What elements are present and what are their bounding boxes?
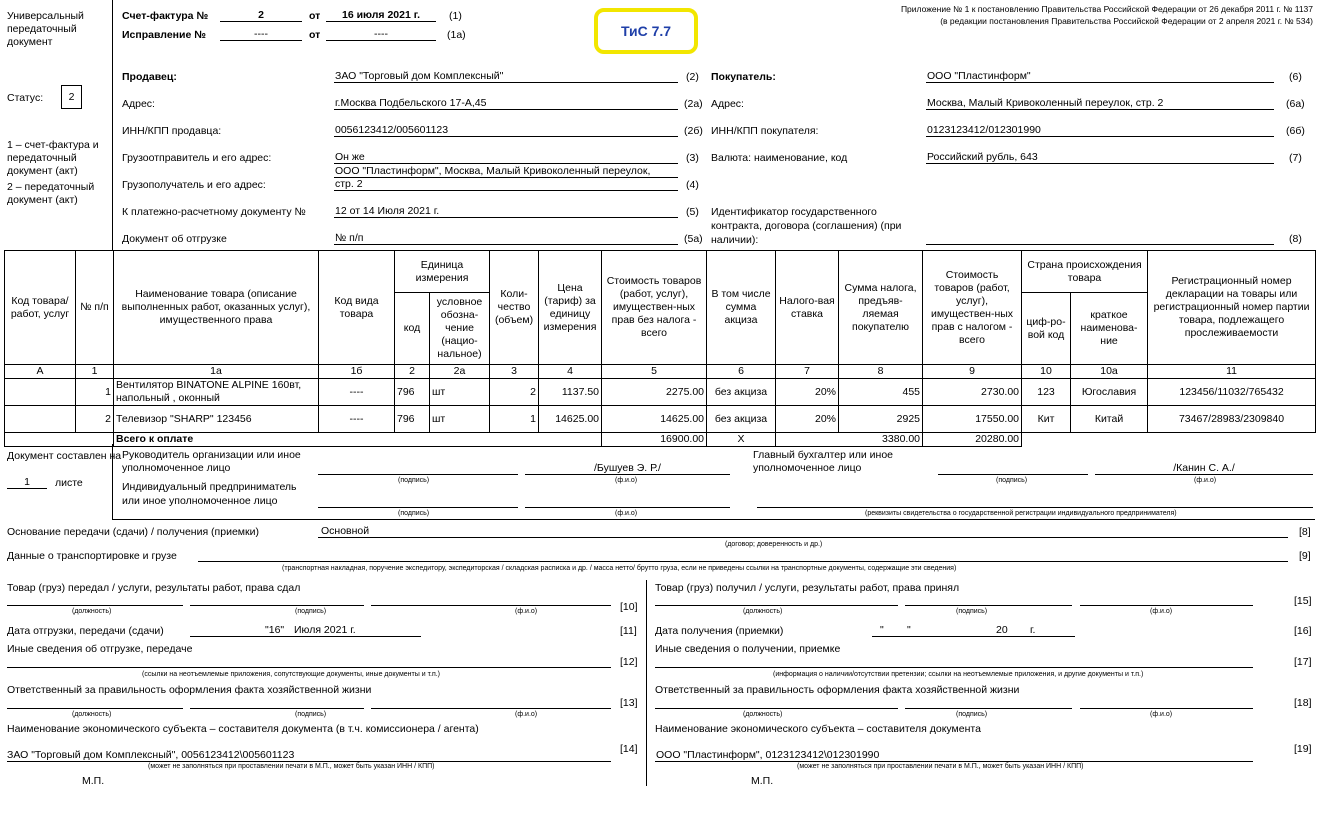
cell-cost: 2275.00 [602, 379, 707, 406]
th-excise: В том числе сумма акциза [707, 251, 776, 365]
shipdoc-label: Документ об отгрузке [122, 233, 227, 245]
ship-date-rest: Июля 2021 г. [294, 624, 356, 636]
col-num: 1а [114, 365, 319, 379]
consignee-label: Грузополучатель и его адрес: [122, 179, 266, 191]
cell-decl: 123456/11032/765432 [1148, 379, 1316, 406]
col-num: 10 [1022, 365, 1071, 379]
cell-total: 2730.00 [923, 379, 1022, 406]
consignee-line1: ООО "Пластинформ", Москва, Малый Кривоколенный переулок, [335, 165, 651, 177]
th-unit-code: код [395, 293, 430, 365]
cell-uname: шт [430, 379, 490, 406]
ship-other-ref: [12] [620, 656, 638, 668]
th-decl: Регистрационный номер декларации на товары или регистрационный номер партии товара, подлежащего прослеживаемости [1148, 251, 1316, 365]
gov-contract-ref: (8) [1289, 233, 1302, 245]
ship-date-label: Дата отгрузки, передачи (сдачи) [7, 625, 164, 637]
shipper: Он же [335, 151, 365, 163]
th-country-name: краткое наименова-ние [1071, 293, 1148, 365]
recv-date-q2: " [907, 624, 911, 636]
total-row [5, 433, 1316, 447]
ship-resp-ref: [13] [620, 697, 638, 709]
th-qty: Коли-чество (объем) [490, 251, 539, 365]
col-num: А [5, 365, 76, 379]
doc-made-label: Документ составлен на [7, 450, 122, 462]
col-num: 9 [923, 365, 1022, 379]
cell-cname: Югославия [1071, 379, 1148, 406]
recv-entity-label: Наименование экономического субъекта – составителя документа [655, 723, 981, 735]
ship-other-cap: (ссылки на неотъемлемые приложения, сопутствующие документы, иные документы и т.п.) [142, 671, 441, 678]
ship-date-day: "16" [265, 624, 285, 636]
recv-resp-pos-cap: (должность) [743, 711, 783, 718]
gov-contract-label-1: Идентификатор государственного [711, 206, 877, 218]
recv-other-ref: [17] [1294, 656, 1312, 668]
cell-qty: 1 [490, 406, 539, 433]
shipper-ref: (3) [686, 152, 699, 164]
gov-contract-label-3: наличии): [711, 234, 759, 246]
ship-entity: ЗАО "Торговый дом Комплексный", 0056123412\005601123 [7, 749, 295, 761]
total-label: Всего к оплате [114, 433, 602, 447]
cell-decl: 73467/28983/2309840 [1148, 406, 1316, 433]
buyer-inn: 0123123412/012301990 [927, 124, 1041, 136]
seller-inn: 0056123412/005601123 [335, 124, 449, 136]
consignee-line2: стр. 2 [335, 178, 363, 190]
table-row [5, 379, 1316, 406]
seller-title: Продавец: [122, 71, 177, 83]
col-num: 11 [1148, 365, 1316, 379]
head-label-1: Руководитель организации или иное [122, 449, 301, 461]
invoice-number: 2 [258, 9, 264, 21]
th-price: Цена (тариф) за единицу измерения [539, 251, 602, 365]
recv-entity: ООО "Пластинформ", 0123123412\012301990 [656, 749, 880, 761]
received-sign-cap: (подпись) [956, 608, 988, 615]
currency-label: Валюта: наименование, код [711, 152, 848, 164]
cell-excise: без акциза [707, 406, 776, 433]
cell-qty: 2 [490, 379, 539, 406]
seller-inn-ref: (2б) [684, 125, 703, 137]
cell-ucode: 796 [395, 379, 430, 406]
buyer-addr-label: Адрес: [711, 98, 744, 110]
ship-resp-sign-cap: (подпись) [295, 711, 327, 718]
ship-entity-label: Наименование экономического субъекта – составителя документа (в т.ч. комиссионера / агента) [7, 723, 479, 735]
col-num: 6 [707, 365, 776, 379]
th-cost: Стоимость товаров (работ, услуг), имуществен-ных прав без налога - всего [602, 251, 707, 365]
table-row [5, 406, 1316, 433]
recv-date-label: Дата получения (приемки) [655, 625, 784, 637]
th-no: № п/п [76, 251, 114, 365]
invoice-date: 16 июля 2021 г. [342, 9, 420, 21]
shipdoc: № п/п [335, 232, 364, 244]
col-num: 3 [490, 365, 539, 379]
payment-ref: (5) [686, 206, 699, 218]
recv-date-year: 20 [996, 624, 1008, 636]
ship-entity-cap: (может не заполняться при проставлении печати в М.П., может быть указан ИНН / КПП) [148, 763, 435, 770]
seller-addr-label: Адрес: [122, 98, 155, 110]
ship-resp-label: Ответственный за правильность оформления факта хозяйственной жизни [7, 684, 372, 696]
th-unit: Единица измерения [395, 251, 490, 293]
received-ref: [15] [1294, 595, 1312, 607]
left-divider [112, 0, 113, 250]
cell-rate: 20% [776, 406, 839, 433]
received-label: Товар (груз) получил / услуги, результаты работ, права принял [655, 582, 960, 594]
received-fio-cap: (ф.и.о) [1150, 608, 1173, 615]
shipper-label: Грузоотправитель и его адрес: [122, 152, 272, 164]
cell-tax: 455 [839, 379, 923, 406]
col-num: 10а [1071, 365, 1148, 379]
th-country: Страна происхождения товара [1022, 251, 1148, 293]
cell-ucode: 796 [395, 406, 430, 433]
consignee-ref: (4) [686, 179, 699, 191]
ship-resp-fio-cap: (ф.и.о) [515, 711, 538, 718]
invoice-label: Счет-фактура № [122, 10, 209, 22]
correction-label: Исправление № [122, 29, 206, 41]
col-numbers-row [5, 365, 1316, 379]
cell-ccode: 123 [1022, 379, 1071, 406]
basis-cap: (договор; доверенность и др.) [725, 541, 823, 548]
chief-label-2: уполномоченное лицо [753, 462, 862, 474]
recv-other-cap: (информация о наличии/отсутствии претензии; ссылки на неотъемлемые приложения, и другие документы и т.п.) [773, 671, 1144, 678]
ship-resp-pos-cap: (должность) [72, 711, 112, 718]
recv-other-label: Иные сведения о получении, приемке [655, 643, 841, 655]
handed-ref: [10] [620, 601, 638, 613]
col-num: 2а [430, 365, 490, 379]
cell-cname: Китай [1071, 406, 1148, 433]
ip-sign-cap: (подпись) [398, 510, 430, 517]
invoice-from: от [309, 10, 321, 22]
transport-label: Данные о транспортировке и грузе [7, 550, 177, 562]
total-tax: 3380.00 [776, 433, 923, 447]
cell-excise: без акциза [707, 379, 776, 406]
correction-date: ---- [374, 28, 388, 40]
head-name: /Бушуев Э. Р./ [594, 462, 661, 474]
th-kind: Код вида товара [319, 251, 395, 365]
cell-code [5, 406, 76, 433]
col-num: 1б [319, 365, 395, 379]
regulation-line2: (в редакции постановления Правительства Российской Федерации от 2 апреля 2021 г. № 534) [940, 16, 1313, 26]
cell-rate: 20% [776, 379, 839, 406]
th-total: Стоимость товаров (работ, услуг), имуществен-ных прав с налогом - всего [923, 251, 1022, 365]
buyer-inn-ref: (6б) [1286, 125, 1305, 137]
head-fio-cap: (ф.и.о) [615, 477, 638, 484]
bottom-divider [646, 580, 647, 786]
recv-entity-cap: (может не заполняться при проставлении печати в М.П., может быть указан ИНН / КПП) [797, 763, 1084, 770]
handed-fio-cap: (ф.и.о) [515, 608, 538, 615]
handed-label: Товар (груз) передал / услуги, результаты работ, права сдал [7, 582, 301, 594]
head-label-2: уполномоченное лицо [122, 462, 231, 474]
cell-total: 17550.00 [923, 406, 1022, 433]
th-country-code: циф-ро-вой код [1022, 293, 1071, 365]
ship-entity-ref: [14] [620, 743, 638, 755]
recv-entity-ref: [19] [1294, 743, 1312, 755]
buyer-name: ООО "Пластинформ" [927, 70, 1031, 82]
total-sum: 20280.00 [923, 433, 1022, 447]
buyer-addr: Москва, Малый Кривоколенный переулок, стр. 2 [927, 97, 1164, 109]
buyer-addr-ref: (6а) [1286, 98, 1305, 110]
shipdoc-ref: (5а) [684, 233, 703, 245]
th-unit-name: условное обозна-чение (нацио-нальное) [430, 293, 490, 365]
handed-pos-cap: (должность) [72, 608, 112, 615]
seller-addr: г.Москва Подбельского 17-А,45 [335, 97, 487, 109]
recv-resp-sign-cap: (подпись) [956, 711, 988, 718]
ip-label-1: Индивидуальный предприниматель [122, 481, 297, 493]
th-tax: Сумма налога, предъяв-ляемая покупателю [839, 251, 923, 365]
th-name: Наименование товара (описание выполненных работ, оказанных услуг), имущественного права [114, 251, 319, 365]
invoice-ref: (1) [449, 10, 462, 22]
basis-ref: [8] [1299, 526, 1311, 538]
cell-uname: шт [430, 406, 490, 433]
currency-ref: (7) [1289, 152, 1302, 164]
status-value: 2 [61, 85, 82, 109]
status-label: Статус: [7, 92, 44, 104]
total-cost: 16900.00 [602, 433, 707, 447]
buyer-title: Покупатель: [711, 71, 776, 83]
col-num: 5 [602, 365, 707, 379]
recv-mp: М.П. [751, 775, 774, 787]
correction-number: ---- [254, 28, 268, 40]
chief-name: /Канин С. А./ [1173, 462, 1235, 474]
currency: Российский рубль, 643 [927, 151, 1038, 163]
regulation-line1: Приложение № 1 к постановлению Правительства Российской Федерации от 26 декабря 2011 г. № 1137 [900, 4, 1313, 14]
head-sign-cap: (подпись) [398, 477, 430, 484]
buyer-inn-label: ИНН/КПП покупателя: [711, 125, 819, 137]
chief-sign-cap: (подпись) [996, 477, 1028, 484]
cell-no: 2 [76, 406, 114, 433]
seller-inn-label: ИНН/КПП продавца: [122, 125, 222, 137]
sheets-label: листе [55, 477, 83, 489]
ip-fio-cap: (ф.и.о) [615, 510, 638, 517]
basis-value: Основной [321, 525, 370, 537]
total-excise: X [707, 433, 776, 447]
buyer-name-ref: (6) [1289, 71, 1302, 83]
payment-label: К платежно-расчетному документу № [122, 206, 306, 218]
col-num: 7 [776, 365, 839, 379]
th-rate: Налого-вая ставка [776, 251, 839, 365]
transport-ref: [9] [1299, 550, 1311, 562]
chief-fio-cap: (ф.и.о) [1194, 477, 1217, 484]
cell-name: Вентилятор BINATONE ALPINE 160вт, напольный , оконный [114, 379, 319, 406]
goods-table [4, 250, 1316, 447]
cell-price: 1137.50 [539, 379, 602, 406]
cell-tax: 2925 [839, 406, 923, 433]
doc-type: Универсальный передаточный документ [7, 10, 84, 48]
cell-kind: ---- [319, 406, 395, 433]
tis-badge: ТиС 7.7 [594, 8, 698, 54]
received-pos-cap: (должность) [743, 608, 783, 615]
status-desc-1: 1 – счет-фактура и передаточный документ (акт) [7, 139, 99, 177]
col-num: 8 [839, 365, 923, 379]
payment-doc: 12 от 14 Июля 2021 г. [335, 205, 440, 217]
recv-resp-ref: [18] [1294, 697, 1312, 709]
seller-name: ЗАО "Торговый дом Комплексный" [335, 70, 504, 82]
status-desc-2: 2 – передаточный документ (акт) [7, 181, 95, 206]
col-num: 4 [539, 365, 602, 379]
cell-ccode: Кит [1022, 406, 1071, 433]
ship-other-label: Иные сведения об отгрузке, передаче [7, 643, 193, 655]
col-num: 2 [395, 365, 430, 379]
transport-cap: (транспортная накладная, поручение экспедитору, экспедиторская / складская расписка и др. / масса нетто/ брутто груза, если не приведены ссылки на транспортные документы, содержащие эти сведения) [282, 565, 957, 572]
basis-label: Основание передачи (сдачи) / получения (приемки) [7, 526, 259, 538]
handed-sign-cap: (подпись) [295, 608, 327, 615]
ip-cert-cap: (реквизиты свидетельства о государственной регистрации индивидуального предпринимателя) [865, 510, 1177, 517]
sheets-count: 1 [24, 476, 30, 488]
col-num: 1 [76, 365, 114, 379]
correction-from: от [309, 29, 321, 41]
recv-date-g: г. [1030, 624, 1036, 636]
gov-contract-label-2: контракта, договора (соглашения) (при [711, 220, 902, 232]
recv-date-ref: [16] [1294, 625, 1312, 637]
cell-kind: ---- [319, 379, 395, 406]
cell-price: 14625.00 [539, 406, 602, 433]
correction-ref: (1а) [447, 29, 466, 41]
seller-name-ref: (2) [686, 71, 699, 83]
cell-cost: 14625.00 [602, 406, 707, 433]
cell-name: Телевизор "SHARP" 123456 [114, 406, 319, 433]
cell-code [5, 379, 76, 406]
ship-date-ref: [11] [620, 625, 637, 637]
th-code: Код товара/ работ, услуг [5, 251, 76, 365]
ip-label-2: или иное уполномоченное лицо [122, 495, 278, 507]
recv-date-q1: " [880, 624, 884, 636]
recv-resp-label: Ответственный за правильность оформления факта хозяйственной жизни [655, 684, 1020, 696]
cell-no: 1 [76, 379, 114, 406]
seller-addr-ref: (2а) [684, 98, 703, 110]
ship-mp: М.П. [82, 775, 105, 787]
chief-label-1: Главный бухгалтер или иное [753, 449, 894, 461]
recv-resp-fio-cap: (ф.и.о) [1150, 711, 1173, 718]
